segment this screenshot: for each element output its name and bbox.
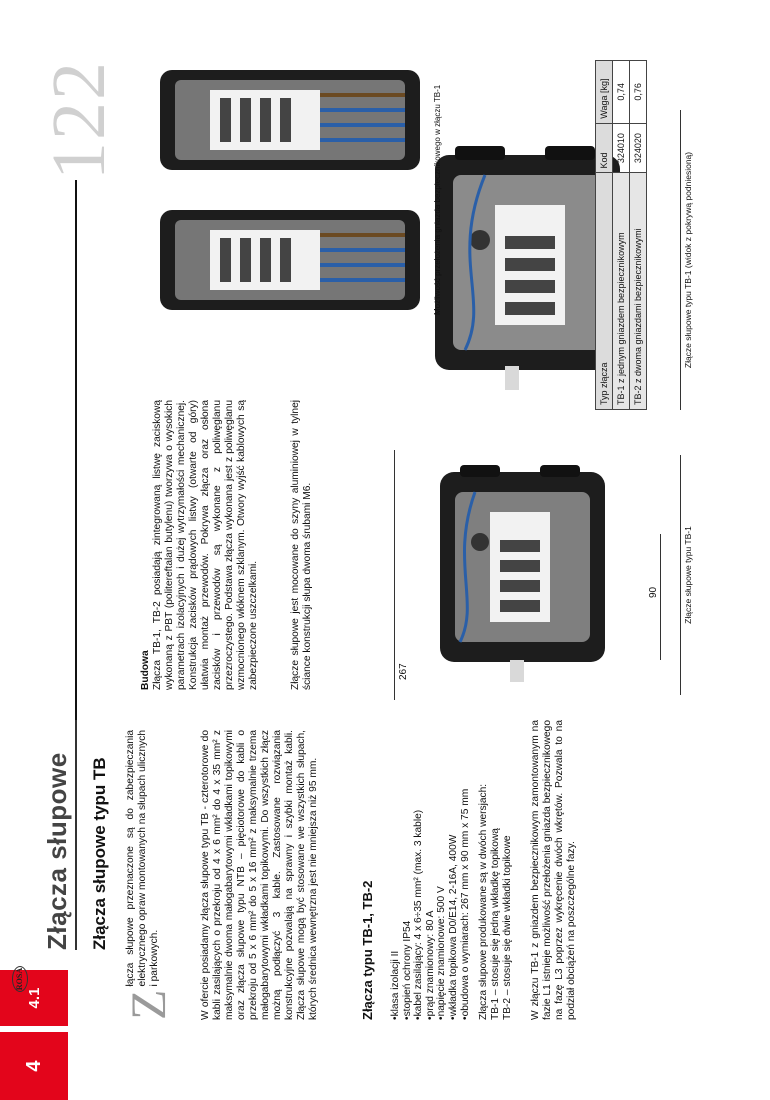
tb-heading: Złącza typu TB-1, TB-2: [360, 880, 375, 1020]
spec-item: • kabel zasilający: 4 x 6÷35 mm² (max. 3 kable): [413, 720, 425, 1020]
dimension-height: 90: [648, 586, 659, 598]
table-header-row: [596, 61, 613, 410]
chapter-title: Złącza słupowe: [42, 752, 72, 950]
header-weight: Waga [kg]: [596, 61, 613, 124]
l1-paragraph: W złączu TB-1 z gniazdem bezpiecznikowym zamontowanym na fazie L1 istnieje możliwość przełożenia gniazda bezpiecznikowego na fazę L3 poprzez wykręcenie dwóch wkrętów. Pozwala to na podział obciążeń na poszczególne fazy.: [530, 720, 577, 1020]
header-rule: [75, 180, 77, 720]
spec-item: • wkładka topikowa D0/E14, 2-16A, 400W: [448, 720, 460, 1020]
tb1-closed-photo: [420, 452, 630, 692]
cell-weight: 0,76: [630, 61, 647, 124]
section-title: Złącza słupowe typu TB: [90, 757, 109, 950]
cell-type: TB-1 z jednym gniazdem bezpiecznikowym: [613, 173, 630, 410]
table-row: [613, 61, 630, 410]
dimension-length: 267: [398, 663, 409, 680]
section-number-tab: 4.1: [0, 970, 68, 1026]
offer-paragraph: W ofercie posiadamy złącza słupowe typu TB - czterotorowe do kabli zasilających o przekroju od 4 x 6 mm² do 4 x 35 mm² z maksymalnie dwoma małogabarytowymi wkładkami topikowymi oraz złącza słupowe typu NTB – pięciotorowe do kabli o przekroju od 5 x 6 mm² do 5 x 16 mm² z maksymalnie trzema małogabarytowymi wkładkami topikowymi. Do wszystkich złącz możną podłączyć 3 kable. Zastosowane rozwiązania konstrukcyjne pozwalają na sprawny i szybki montaż kabli. Złącza słupowe mogą być stosowane we wszystkich słupach, których średnica wewnętrzna jest nie mniejsza niż 95 mm.: [200, 730, 319, 1020]
page-number: 122: [37, 60, 121, 180]
dimension-line-height: [660, 534, 661, 660]
dimension-line-length: [394, 450, 395, 700]
title-rule: [75, 720, 77, 950]
mount-paragraph: Złącze słupowe jest mocowane do szyny aluminiowej w tylnej ściance konstrukcji słupa dwoma śrubami M6.: [290, 400, 313, 690]
table-row: [630, 61, 647, 410]
version-tb1: TB-1 – stosuje się jedną wkładkę topikową: [490, 828, 501, 1020]
cell-code: 324010: [613, 123, 630, 173]
caption-relocation: Możliwość przełożenia gniazda bezpiecznikowego w złączu TB-1: [433, 84, 442, 315]
caption-tb1-cover: Złącze słupowe typu TB-1 (widok z pokrywą podniesioną): [680, 110, 693, 410]
versions-intro: Złącza słupowe produkowane są w dwóch wersjach:: [478, 783, 489, 1020]
spec-list: [390, 720, 471, 1020]
drop-cap: Z: [120, 989, 176, 1020]
budowa-heading: Budowa: [140, 650, 151, 690]
budowa-text: Złącza TB-1, TB-2 posiadają zintegrowaną listwę zaciskową wykonaną z PBT (politereftalan butylenu) tworzywa o wysokich parametrach izolacyjnych i dużej wytrzymałości mechanicznej. Konstrukcja zacisków prądowych listwy (otwarte od góry) ułatwia montaż przewodów. Pokrywa złącza oraz osłona zacisków i przewodów są wykonane z poliwęglanu przezroczystego. Podstawa złącza wykonana jest z poliwęglanu wzmocnionego włóknem szklanym. Otwory wyjść kablowych są zabezpieczone uszczelkami.: [152, 400, 259, 690]
spec-item: • klasa izolacji II: [390, 720, 402, 1020]
cell-weight: 0,74: [613, 61, 630, 124]
budowa-paragraph: [140, 400, 260, 690]
spec-item: • napięcie znamionowe: 500 V: [436, 720, 448, 1020]
socket-relocation-photos: [140, 0, 430, 320]
header-type: Typ złącza: [596, 173, 613, 410]
spec-item: • stopień ochrony IP54: [402, 720, 414, 1020]
version-tb2: TB-2 – stosuje się dwie wkładki topikowe: [502, 835, 513, 1020]
versions-block: [478, 720, 514, 1020]
intro-text: łącza słupowe przeznaczone są do zabezpieczania elektrycznego opraw montowanych na słupach ulicznych i parkowych.: [125, 730, 160, 987]
caption-tb1: Złącze słupowe typu TB-1: [680, 455, 693, 695]
header-code: Kod: [596, 123, 613, 173]
cell-code: 324020: [630, 123, 647, 173]
chapter-number-tab: 4: [0, 1032, 68, 1100]
rosa-logo: ROSA: [12, 966, 28, 992]
spec-item: • prąd znamionowy: 80 A: [425, 720, 437, 1020]
spec-item: • obudowa o wymiarach: 267 mm x 90 mm x 75 mm: [460, 720, 472, 1020]
cell-type: TB-2 z dwoma gniazdami bezpiecznikowymi: [630, 173, 647, 410]
product-table: [595, 60, 647, 410]
intro-paragraph: [120, 730, 176, 1020]
